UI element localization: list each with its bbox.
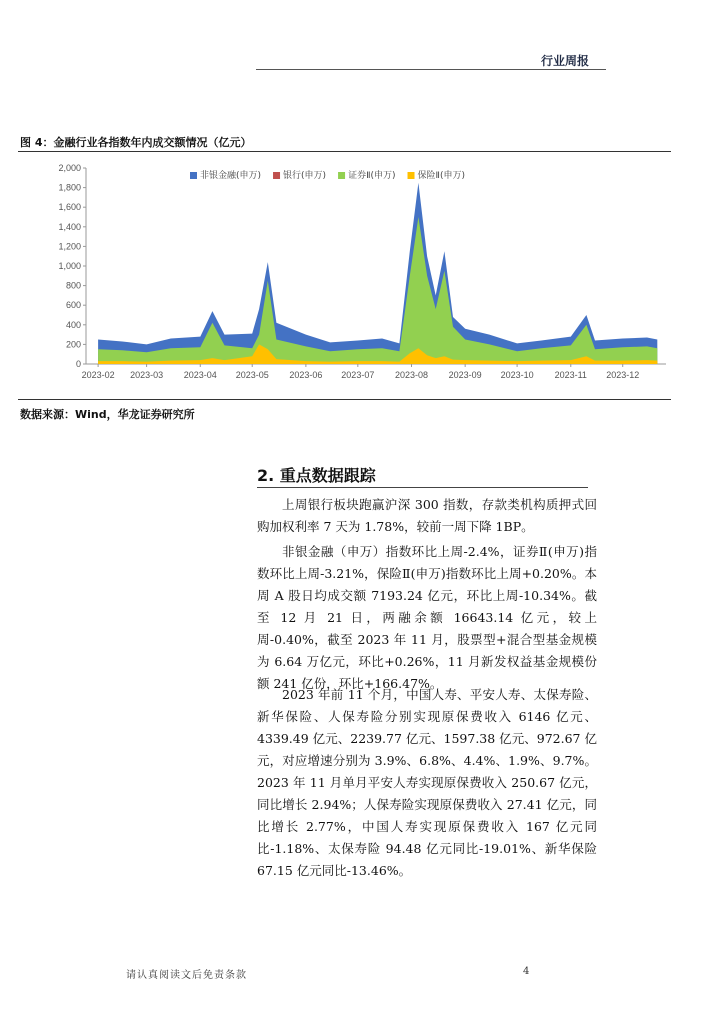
y-tick-label: 200 bbox=[65, 339, 81, 350]
legend-swatch-bank bbox=[273, 172, 280, 179]
x-tick-label: 2023-11 bbox=[554, 370, 587, 380]
x-tick-label: 2023-04 bbox=[183, 370, 217, 380]
legend-swatch-nonbank-finance bbox=[190, 172, 197, 179]
legend-label-nonbank-finance: 非银金融(申万) bbox=[200, 171, 262, 181]
figure-top-rule bbox=[18, 151, 671, 152]
x-tick-label: 2023-06 bbox=[289, 370, 323, 380]
figure-bottom-rule bbox=[18, 399, 671, 400]
y-tick-label: 1,800 bbox=[58, 182, 81, 193]
y-tick-label: 600 bbox=[65, 300, 81, 311]
paragraph-index-turnover: 非银金融（申万）指数环比上周-2.4%，证券Ⅱ(申万)指数环比上周-3.21%，保险Ⅱ(申万)指数环比上周+0.20%。本周 A 股日均成交额 7193.24 亿元，环比上周-10.34%。截至 12 月 21 日，两融余额 16643.14 亿元，较上周-0.40%，截至 2023 年 11 月，股票型+混合型基金规模为 6.64 万亿元，环比+0.26%，11 月新发权益基金规模份额 241 亿份，环比+166.47%。 bbox=[257, 544, 597, 691]
paragraph-insurance-premiums: 2023 年前 11 个月，中国人寿、平安人寿、太保寿险、新华保险、人保寿险分别实现原保费收入 6146 亿元、4339.49 亿元、2239.77 亿元、1597.38 亿元、972.67 亿元，对应增速分别为 3.9%、6.8%、4.4%、1.9%、9.7%。2023 年 11 月单月平安人寿实现原保费收入 250.67 亿元，同比增长 2.94%；人保寿险实现原保费收入 27.41 亿元，同比增长 2.77%，中国人寿实现原保费收入 167 亿元同比-1.18%、太保寿险 94.48 亿元同比-19.01%、新华保险 67.15 亿元同比-13.46%。 bbox=[257, 687, 597, 878]
x-tick-label: 2023-12 bbox=[606, 370, 640, 380]
header-divider bbox=[256, 69, 606, 70]
y-tick-label: 1,400 bbox=[58, 221, 81, 232]
figure-title: 图 4：金融行业各指数年内成交额情况（亿元） bbox=[20, 136, 252, 149]
legend-label-securities: 证券Ⅱ(申万) bbox=[348, 171, 396, 181]
y-tick-label: 400 bbox=[65, 319, 81, 330]
y-tick-label: 800 bbox=[65, 280, 81, 291]
x-tick-label: 2023-07 bbox=[341, 370, 375, 380]
legend-swatch-securities bbox=[338, 172, 345, 179]
figure-source: 数据来源：Wind，华龙证券研究所 bbox=[20, 408, 195, 421]
y-tick-label: 1,200 bbox=[58, 241, 81, 252]
area-series-nonbank-finance bbox=[98, 183, 657, 364]
x-tick-label: 2023-03 bbox=[130, 370, 164, 380]
section-divider bbox=[257, 487, 588, 488]
section-heading: 2. 重点数据跟踪 bbox=[257, 466, 376, 485]
y-tick-label: 1,600 bbox=[58, 202, 81, 213]
x-tick-label: 2023-09 bbox=[448, 370, 482, 380]
x-tick-label: 2023-05 bbox=[235, 370, 269, 380]
y-tick-label: 2,000 bbox=[58, 163, 81, 173]
page-number: 4 bbox=[523, 966, 530, 977]
legend-label-insurance: 保险Ⅱ(申万) bbox=[417, 171, 465, 181]
x-tick-label: 2023-08 bbox=[394, 370, 429, 380]
turnover-area-chart bbox=[30, 158, 670, 390]
report-type-label: 行业周报 bbox=[540, 54, 589, 68]
x-tick-label: 2023-02 bbox=[81, 370, 115, 380]
x-tick-label: 2023-10 bbox=[500, 370, 534, 380]
y-tick-label: 1,000 bbox=[58, 261, 81, 271]
legend-label-bank: 银行(申万) bbox=[283, 171, 327, 181]
paragraph-bank-rates: 上周银行板块跑赢沪深 300 指数，存款类机构质押式回购加权利率 7 天为 1.78%，较前一周下降 1BP。 bbox=[257, 497, 597, 534]
legend-swatch-insurance bbox=[408, 172, 415, 179]
footer-disclaimer: 请认真阅读文后免责条款 bbox=[126, 970, 247, 981]
y-tick-label: 0 bbox=[75, 359, 81, 369]
